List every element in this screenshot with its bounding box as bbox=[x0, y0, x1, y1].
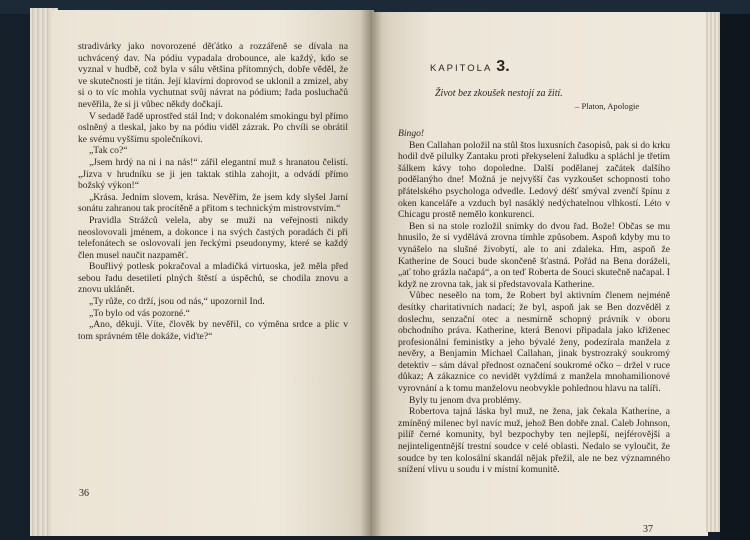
paragraph: „Tak co?“ bbox=[89, 145, 128, 157]
chapter-heading bbox=[430, 58, 510, 76]
paragraph: „Krása. Jedním slovem, krása. Nevěřím, že jsem kdy slyšel Jarní sonátu zahranou tak procítěně a přitom s technickým mistrovstvím.“ bbox=[78, 191, 348, 215]
right-page-edges bbox=[706, 12, 720, 532]
right-cover bbox=[720, 14, 750, 540]
paragraph: „To bylo od vás pozorné.“ bbox=[89, 307, 190, 319]
left-page-body bbox=[78, 41, 348, 342]
paragraph: „Jsem hrdý na ni i na nás!“ zářil elegantní muž s hranatou čelistí. „Jízva v hrudníku se ji jen taktak stihla zahojit, a odvádí přímo božský výkon!“ bbox=[78, 156, 348, 192]
paragraph: Vůbec neseělo na tom, že Robert byl aktivním členem nejméně desítky charitativních nadací; že byl, aspoň jak se Ben dozvěděl z doslechu, senzační otec a nesmírně schopný právník v oboru obchodního práva. Katherine, která Benovi připadala jako křiženec profesionální feministky a jeho bývalé ženy, podezírala manžela z nevěry, a Benjamin Michael Callahan, jinak bystrozraký soukromý detektiv – sám dával přednost označení soukromé očko – držel v ruce důkaz; A zákaznice co nevidět vyždímá z manžela mnohamilionové vyrovnání a k tomu manželovu neobvykle pohlednou hlavu na talíři. bbox=[398, 290, 670, 395]
paragraph: Pravidla Strážců velela, aby se muži na veřejnosti nikdy neoslovovali jménem, a dokonce i na svých častých poradách či při telefonátech se oslovovali jen řeckými pseudonymy, které se každý člen musel naučit nazpaměť. bbox=[78, 214, 348, 261]
paragraph: stradivárky jako novorozené děťátko a rozzářeně se dívala na uchvácený dav. Na pódiu vypadala drobounce, ale každý, kdo se vyznal v hudbě, což byla v sálu většina přítomných, dobře věděl, že ve skutečnosti je titán. Její klavírní doprovod se uklonil a zmizel, aby si o to víc mohla vychutnat svůj návrat na pódium; řada posluchačů nevěřila, že si ji vůbec někdy dočkají. bbox=[78, 41, 348, 110]
paragraph: Byly tu jenom dva problémy. bbox=[409, 394, 522, 406]
paragraph: Bingo! bbox=[398, 128, 425, 139]
epigraph: Život bez zkoušek nestojí za žití. bbox=[435, 88, 563, 99]
paragraph: Bouřlivý potlesk pokračoval a mladičká virtuoska, jež měla před sebou řadu desetiletí plných štěstí a úspěchů, se chodila znovu a znovu uklánět. bbox=[78, 261, 348, 296]
chapter-number: 3. bbox=[496, 58, 510, 75]
paragraph: Ben si na stole rozložil snímky do dvou řad. Bože! Občas se mu hnusilo, že si vydělává zrovna tímhle způsobem. Aspoň kdyby mu to vynášelo na slušné živobytí, ale to ani zdaleka. Hm, aspoň že Katherine de Souci bude skončeně šťastná. Pořád na Bena doráželi, „ať toho grázla načapá“, a on teď Roberta de Souci skutečně načapal. I když ne zrovna tak, jak si představovala Katherine. bbox=[398, 220, 670, 290]
left-page-number: 36 bbox=[79, 488, 89, 499]
paragraph: V sedadě řadě uprostřed stál Ind; v dokonalém smokingu byl přímo oslněný a tleskal, jako by na pódiu viděl zázrak. Po chvíli se obrátil ke svému vyššímu společníkovi. bbox=[78, 110, 348, 145]
book-gutter bbox=[360, 10, 382, 536]
paragraph: Robertova tajná láska byl muž, ne žena, jak čekala Katherine, a zmíněný milenec byl navíc muž, jehož Ben dobře znal. Caleb Johnson, pilíř černé komunity, byl bezpochyby ten nejlepší, nejférovější a nejinteligentnější trestní soudce v celé oblasti. Nedalo se vyloučit, že soudce by ten kolosální skandál nějak přežil, ale ne bez významného snížení vlivu u soudu i v místní komunitě. bbox=[398, 406, 671, 476]
right-page-body bbox=[398, 128, 670, 476]
paragraph: Ben Callahan položil na stůl štos luxusních časopisů, pak si do krku hodil dvě pilulky Zantaku proti překyselení žaludku a spláchl je třetím šálkem kávy toho dopoledne. Další podělanej začátek dalšího podělanýho dne! Možná je nejvyšší čas vyzkoušet schopnosti toho přátelského psychologa odvedle. Ledový déšť smýval zvenčí špínu z oken kanceláře a vzduch byl nasáklý nedýchatelnou vlhkostí. Léto v Chicagu prostě nemělo konkurenci. bbox=[398, 139, 670, 221]
right-page-number: 37 bbox=[643, 524, 653, 535]
paragraph: „Ano, děkuji. Víte, člověk by nevěřil, co výměna srdce a plic v tom správném těle dokáže, viďte?“ bbox=[78, 319, 348, 342]
epigraph-author: – Platon, Apologie bbox=[575, 101, 640, 111]
paragraph: „Ty růže, co drží, jsou od nás,“ upozornil Ind. bbox=[89, 296, 265, 308]
chapter-label: KAPITOLA bbox=[430, 63, 493, 74]
